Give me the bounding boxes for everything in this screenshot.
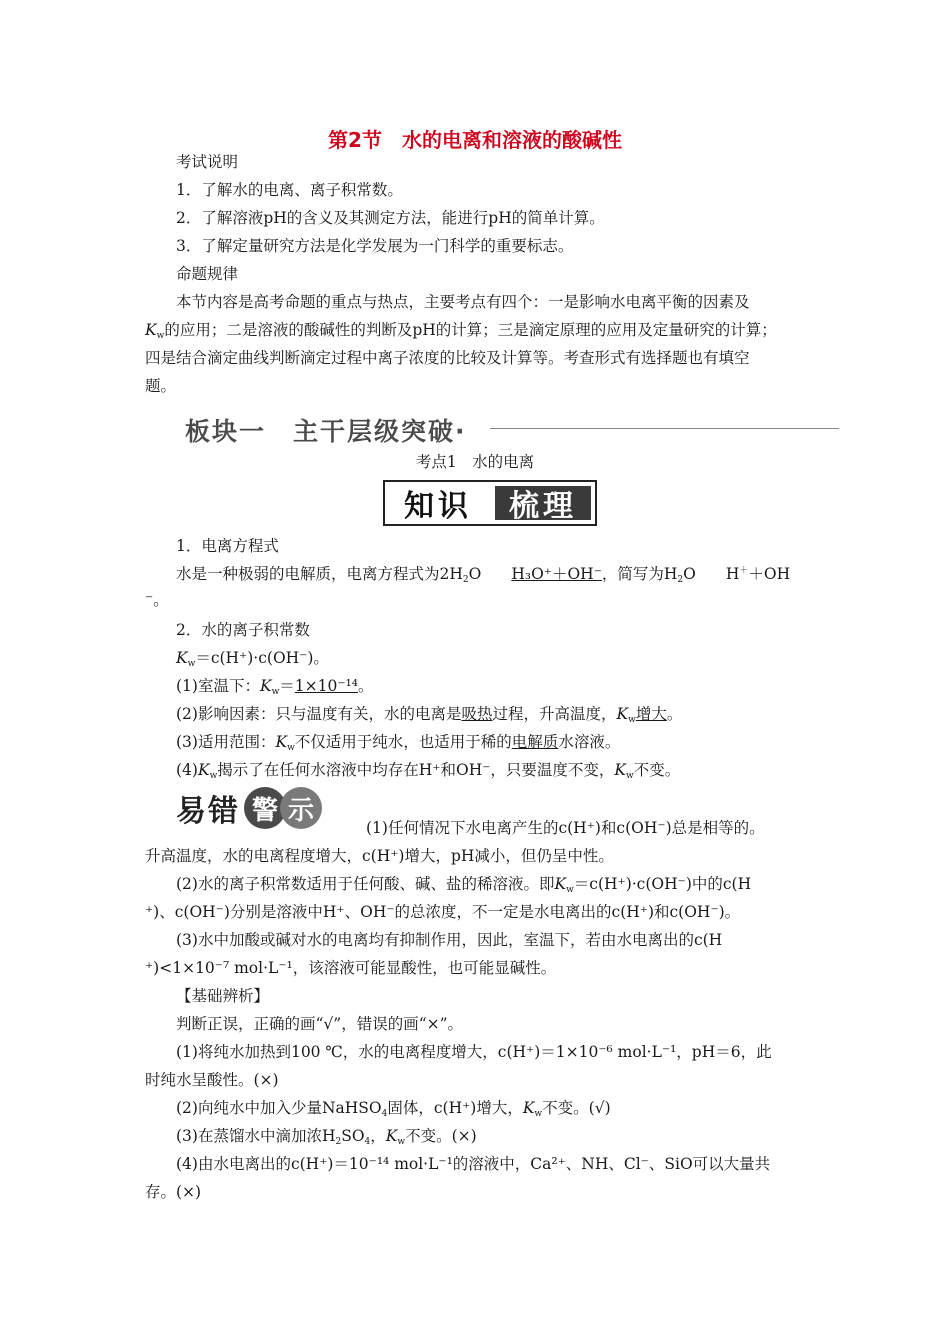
k2-item: (3)适用范围：$K_w$不仅适用于纯水，也适用于稀的电解质水溶液。	[176, 733, 621, 753]
warning-line: (3)水中加酸或碱对水的电离均有抑制作用，因此，室温下，若由水电离出的c(H	[176, 931, 723, 949]
k2-heading: 2．水的离子积常数	[176, 621, 310, 639]
rules-paragraph-line: $K_w$的应用；二是溶液的酸碱性的判断及pH的计算；三是滴定原理的应用及定量研究的计算；	[145, 321, 777, 341]
basic-heading: 【基础辨析】	[176, 987, 270, 1005]
rules-paragraph-line: 题。	[145, 377, 177, 395]
warning-badge	[176, 784, 346, 832]
answer-blank: H₃O⁺＋OH⁻	[511, 565, 602, 583]
answer-blank: 吸热	[461, 705, 493, 723]
badge-right: 梳理	[493, 484, 593, 522]
page-title: 第2节 水的电离和溶液的酸碱性	[328, 128, 622, 152]
answer-blank: 增大	[635, 705, 667, 723]
k2-item: (1)室温下：$K_w=1\times 10^{-14}$。	[176, 677, 374, 697]
warning-line: ⁺)、c(OH⁻)分别是溶液中H⁺、OH⁻的总浓度，不一定是水电离出的c(H⁺)和c(OH⁻)。	[145, 903, 741, 921]
basic-intro: 判断正误，正确的画“√”，错误的画“×”。	[176, 1015, 464, 1033]
exam-item: 1．了解水的电离、离子积常数。	[176, 181, 403, 199]
rules-paragraph-line: 本节内容是高考命题的重点与热点，主要考点有四个：一是影响水电离平衡的因素及	[176, 293, 750, 311]
question-line: (1)将纯水加热到100 ℃，水的电离程度增大，c(H⁺)＝1×10⁻⁶ mol·L⁻¹，pH＝6，此	[176, 1043, 772, 1061]
knowledge-badge	[383, 480, 597, 526]
badge-circle: 警	[244, 787, 286, 829]
warning-line: 升高温度，水的电离程度增大，c(H⁺)增大，pH减小，但仍呈中性。	[145, 847, 614, 865]
exam-item: 3．了解定量研究方法是化学发展为一门科学的重要标志。	[176, 237, 574, 255]
k1-equation-line-end: ⁻。	[145, 591, 169, 609]
exam-heading: 考试说明	[176, 153, 239, 171]
k1-equation-line: 水是一种极弱的电解质，电离方程式为$2H_2O$ H₃O⁺＋OH⁻，简写为$H_2O$ H＋＋OH	[176, 565, 791, 585]
rules-paragraph-line: 四是结合滴定曲线判断滴定过程中离子浓度的比较及计算等。考查形式有选择题也有填空	[145, 349, 750, 367]
section-divider	[490, 428, 839, 429]
badge-left: 知识	[385, 482, 491, 524]
answer-blank: 电解质	[511, 733, 559, 751]
section-heading: 板块一 主干层级突破·	[185, 417, 467, 446]
topic-heading: 考点1 水的电离	[415, 453, 535, 471]
warning-line: (1)任何情况下水电离产生的c(H⁺)和c(OH⁻)总是相等的。	[366, 819, 765, 837]
question-line: (3)在蒸馏水中滴加浓$H_2SO_4$，$K_w$不变。(×)	[176, 1127, 477, 1147]
exam-item: 2．了解溶液pH的含义及其测定方法，能进行pH的简单计算。	[176, 209, 605, 227]
warning-line: ⁺)<1×10⁻⁷ mol·L⁻¹，该溶液可能显酸性，也可能显碱性。	[145, 959, 557, 977]
badge-circle: 示	[280, 787, 322, 829]
question-line: 时纯水呈酸性。(×)	[145, 1071, 279, 1089]
warning-line: (2)水的离子积常数适用于任何酸、碱、盐的稀溶液。即$K_w=c(H^+)\cdot c(OH^-)$中的c(H	[176, 875, 752, 895]
k2-item: $(4)K_w$揭示了在任何水溶液中均存在H⁺和OH⁻，只要温度不变，$K_w$不变。	[176, 761, 681, 781]
answer-blank: 1×10⁻¹⁴	[294, 677, 358, 695]
k2-item: (2)影响因素：只与温度有关，水的电离是吸热过程，升高温度，$K_w$增大。	[176, 705, 683, 725]
badge-left: 易错	[176, 794, 240, 829]
question-line: 存。(×)	[145, 1183, 202, 1201]
question-line: (2)向纯水中加入少量NaHSO$_4$固体，c(H⁺)增大，$K_w$不变。(√)	[176, 1099, 611, 1119]
k1-heading: 1．电离方程式	[176, 537, 279, 555]
k2-formula: $K_w=c(H^+)\cdot c(OH^-)$。	[176, 649, 329, 669]
rules-heading: 命题规律	[176, 265, 239, 283]
question-line: (4)由水电离出的c(H⁺)＝10⁻¹⁴ mol·L⁻¹的溶液中，Ca²⁺、NH、Cl⁻、SiO可以大量共	[176, 1155, 771, 1173]
